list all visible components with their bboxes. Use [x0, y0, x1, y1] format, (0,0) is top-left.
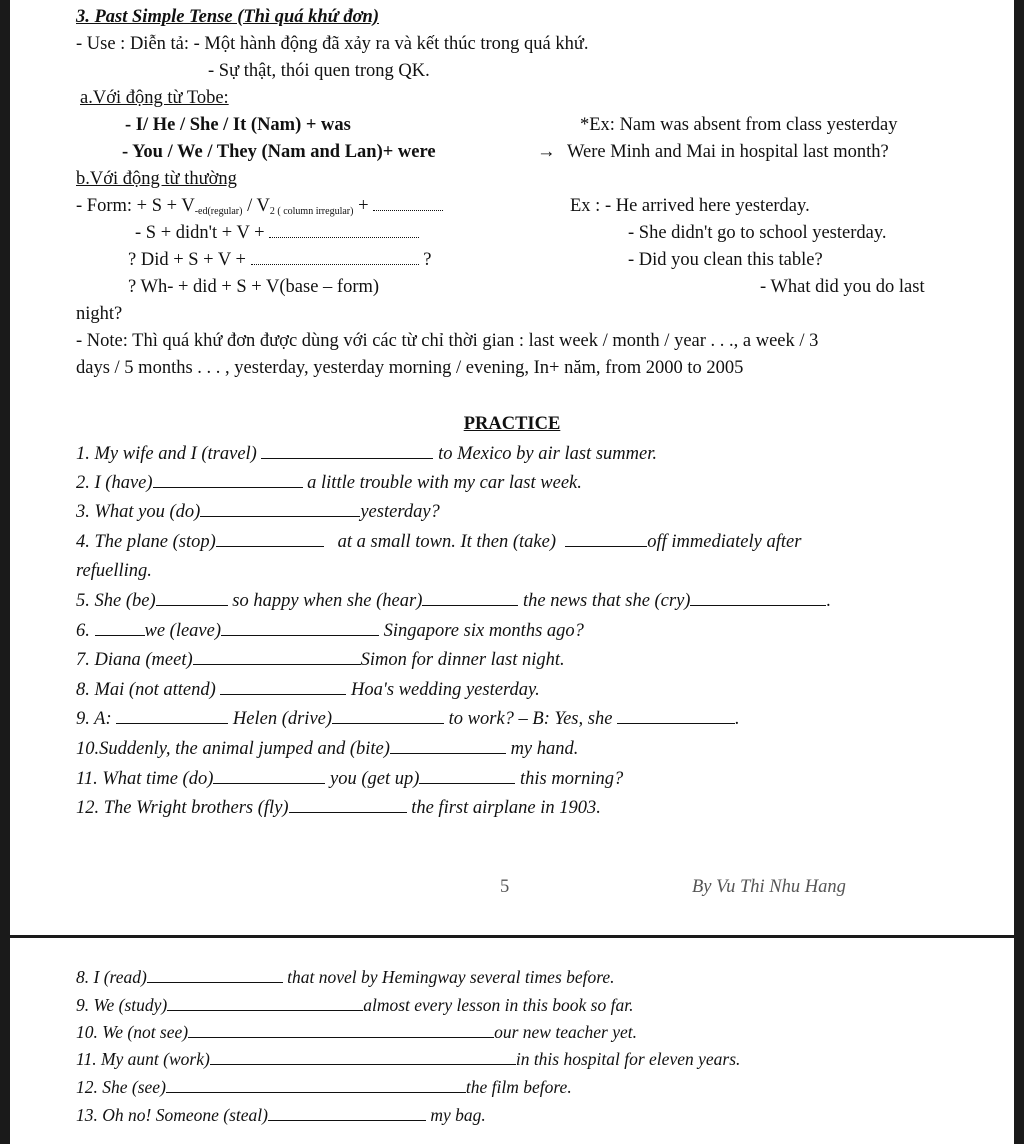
answer-blank[interactable] [167, 996, 363, 1011]
prompt: in this hospital for eleven years. [515, 1049, 741, 1069]
answer-blank[interactable] [213, 769, 325, 784]
prompt: 8. Mai (not attend) [76, 680, 216, 700]
form-sub-irregular: 2 ( column irregular) [269, 206, 354, 217]
prompt: 12. The Wright brothers (fly) [76, 798, 289, 818]
answer-blank[interactable] [210, 1050, 516, 1065]
question-end: ? [423, 250, 432, 270]
answer-blank[interactable] [153, 473, 303, 488]
practice-item [76, 994, 633, 1016]
prompt: my bag. [430, 1105, 486, 1125]
prompt: 4. The plane (stop) [76, 532, 216, 552]
answer-blank[interactable] [617, 709, 735, 724]
tobe-example-1: *Ex: Nam was absent from class yesterday [580, 115, 898, 135]
practice-item [76, 472, 582, 494]
wh-line: ? Wh- + did + S + V(base – form) [128, 277, 380, 297]
practice-item [76, 768, 623, 790]
note-line-1: - Note: Thì quá khứ đơn được dùng với các từ chỉ thời gian : last week / month / year . . ., a week / 3 [76, 331, 819, 351]
prompt: Hoa's wedding yesterday. [351, 680, 540, 700]
answer-blank[interactable] [268, 1106, 426, 1121]
document-page-2 [10, 938, 1014, 1144]
prompt: almost every lesson in this book so far. [363, 995, 634, 1015]
prompt: to Mexico by air last summer. [438, 444, 657, 464]
prompt: so happy when she (hear) [232, 591, 423, 611]
negative-form: - S + didn't + V + [135, 223, 265, 243]
prompt: 5. She (be) [76, 591, 156, 611]
blank-dots [269, 223, 419, 238]
prompt: the first airplane in 1903. [411, 798, 601, 818]
answer-blank[interactable] [422, 591, 518, 606]
prompt: 1. My wife and I (travel) [76, 444, 257, 464]
practice-item [76, 443, 657, 465]
answer-blank[interactable] [147, 968, 283, 983]
page-number: 5 [500, 877, 510, 897]
practice-item [76, 501, 440, 523]
form-example: Ex : - He arrived here yesterday. [570, 196, 810, 216]
wh-example: - What did you do last [760, 277, 925, 297]
answer-blank[interactable] [390, 739, 506, 754]
note-line-2: days / 5 months . . . , yesterday, yesterday morning / evening, In+ năm, from 2000 to 2005 [76, 358, 744, 378]
regular-heading: b.Với động từ thường [76, 169, 237, 189]
author-credit: By Vu Thi Nhu Hang [692, 877, 846, 897]
prompt: . [826, 591, 832, 611]
prompt: my hand. [510, 739, 579, 759]
answer-blank[interactable] [565, 532, 647, 547]
practice-item [76, 649, 565, 671]
practice-item [76, 1021, 637, 1043]
use-line: - Use : Diễn tả: - Một hành động đã xảy ra và kết thúc trong quá khứ. [76, 34, 589, 54]
section-title: 3. Past Simple Tense (Thì quá khứ đơn) [76, 7, 380, 27]
prompt: our new teacher yet. [494, 1022, 637, 1042]
prompt: 13. Oh no! Someone (steal) [76, 1105, 268, 1125]
tobe-line-2: - You / We / They (Nam and Lan)+ were [122, 142, 436, 162]
prompt: we (leave) [144, 621, 222, 641]
blank-dots [373, 196, 443, 211]
practice-item [76, 590, 831, 612]
practice-item [76, 797, 601, 819]
practice-item [76, 1076, 572, 1098]
prompt: 8. I (read) [76, 967, 147, 987]
prompt: 10. We (not see) [76, 1022, 189, 1042]
practice-item-cont: refuelling. [76, 561, 152, 581]
prompt: you (get up) [329, 769, 420, 789]
prompt: 6. [76, 621, 90, 641]
negative-line [135, 222, 419, 244]
answer-blank[interactable] [221, 621, 379, 636]
answer-blank[interactable] [116, 709, 228, 724]
prompt: 12. She (see) [76, 1077, 166, 1097]
answer-blank[interactable] [216, 532, 324, 547]
blank-dots [251, 250, 419, 265]
answer-blank[interactable] [200, 502, 360, 517]
question-form: ? Did + S + V + [128, 250, 246, 270]
answer-blank[interactable] [166, 1078, 466, 1093]
prompt: 9. A: [76, 709, 112, 729]
prompt: 11. My aunt (work) [76, 1049, 210, 1069]
prompt: . [735, 709, 740, 729]
form-mid: / V [242, 196, 270, 216]
prompt: Singapore six months ago? [383, 621, 584, 641]
prompt: 3. What you (do) [76, 502, 201, 522]
form-label: - Form: + S + V [76, 196, 195, 216]
prompt: 10.Suddenly, the animal jumped and (bite) [76, 739, 390, 759]
answer-blank[interactable] [690, 591, 826, 606]
prompt: the news that she (cry) [522, 591, 691, 611]
prompt: Simon for dinner last night. [360, 650, 565, 670]
form-line [76, 195, 443, 223]
tobe-heading: a.Với động từ Tobe: [80, 88, 229, 108]
answer-blank[interactable] [220, 680, 346, 695]
form-sub-regular: -ed(regular) [194, 206, 243, 217]
question-line [128, 249, 431, 271]
practice-item [76, 1104, 486, 1126]
prompt: the film before. [465, 1077, 572, 1097]
prompt: yesterday? [360, 502, 440, 522]
practice-item [76, 738, 578, 760]
prompt: this morning? [520, 769, 624, 789]
tobe-line-1: - I/ He / She / It (Nam) + was [125, 115, 351, 135]
prompt: 7. Diana (meet) [76, 650, 193, 670]
practice-item [76, 679, 540, 701]
answer-blank[interactable] [261, 444, 433, 459]
prompt: off immediately after [647, 532, 802, 552]
use-line-2: - Sự thật, thói quen trong QK. [208, 61, 430, 81]
arrow-icon: → [537, 142, 556, 162]
prompt: Helen (drive) [232, 709, 333, 729]
practice-item [76, 966, 615, 988]
wh-example-cont: night? [76, 304, 123, 324]
answer-blank[interactable] [193, 650, 361, 665]
answer-blank[interactable] [289, 798, 407, 813]
answer-blank[interactable] [188, 1023, 494, 1038]
prompt: 11. What time (do) [76, 769, 214, 789]
question-example: - Did you clean this table? [628, 250, 823, 270]
practice-item [76, 620, 584, 642]
answer-blank[interactable] [419, 769, 515, 784]
form-plus: + [353, 196, 374, 216]
prompt: at a small town. It then (take) [337, 532, 557, 552]
practice-item [76, 531, 956, 553]
prompt: that novel by Hemingway several times before. [287, 967, 615, 987]
prompt: 2. I (have) [76, 473, 153, 493]
tobe-example-2: Were Minh and Mai in hospital last month? [567, 142, 889, 162]
practice-item [76, 708, 740, 730]
practice-title: PRACTICE [463, 414, 561, 434]
practice-item [76, 1048, 740, 1070]
document-page-1 [10, 0, 1014, 935]
answer-blank[interactable] [156, 591, 228, 606]
prompt: 9. We (study) [76, 995, 168, 1015]
negative-example: - She didn't go to school yesterday. [628, 223, 887, 243]
prompt: a little trouble with my car last week. [307, 473, 582, 493]
prompt: to work? – B: Yes, she [448, 709, 613, 729]
answer-blank[interactable] [332, 709, 444, 724]
answer-blank[interactable] [95, 621, 145, 636]
